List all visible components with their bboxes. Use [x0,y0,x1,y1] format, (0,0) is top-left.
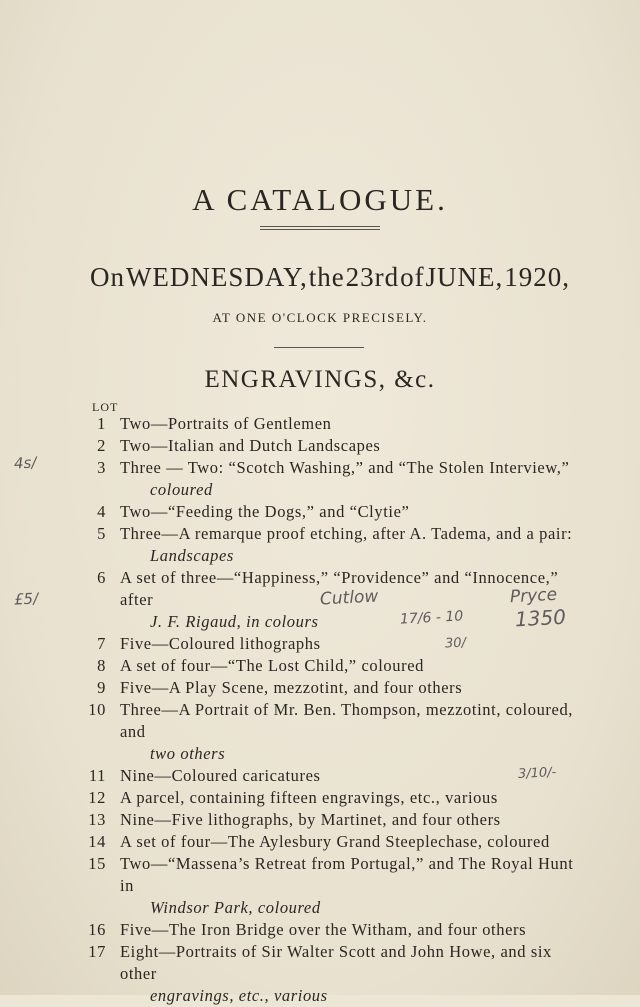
lot-description: Two—Italian and Dutch Landscapes [120,436,381,455]
lot-number: 12 [88,788,106,807]
date-word: On [90,262,125,292]
lot-description-continued: two others [150,744,226,763]
lot-entry [80,919,580,941]
lot-number: 3 [97,458,106,477]
lot-number: 2 [97,436,106,455]
lot-entry [80,677,580,699]
lot-entry [80,413,580,435]
date-word: 23rd [345,262,400,292]
handwritten-buyer: Pryce [509,584,558,608]
lot-description: Nine—Five lithographs, by Martinet, and four others [120,810,501,829]
lot-number: 10 [88,700,106,719]
lot-entry [80,655,580,677]
lot-entry [80,853,580,919]
lot-description: A set of four—The Aylesbury Grand Steeplechase, coloured [120,832,550,851]
lot-entry [80,699,580,765]
lot-description: A set of four—“The Lost Child,” coloured [120,656,424,675]
lot-number: 17 [88,942,106,961]
lot-description-continued: coloured [150,480,213,499]
lot-description: Three — Two: “Scotch Washing,” and “The Stolen Interview,” [120,458,570,477]
lot-entry [80,831,580,853]
handwritten-buyer: Cutlow [319,586,379,610]
lot-entry [80,501,580,523]
lot-description: Two—“Massena’s Retreat from Portugal,” and The Royal Hunt in [120,854,574,895]
lot-entry [80,787,580,809]
lot-entry [80,941,580,1007]
catalogue-title: A CATALOGUE. [192,182,448,217]
lot-description: Eight—Portraits of Sir Walter Scott and John Howe, and six other [120,942,552,983]
lot-number: 16 [88,920,106,939]
lot-description: Two—Portraits of Gentlemen [120,414,332,433]
section-title: ENGRAVINGS, &c. [204,366,436,393]
lot-description-continued: engravings, etc., various [150,986,328,1005]
lot-number: 7 [97,634,106,653]
lot-number: 8 [97,656,106,675]
lot-column-label: LOT [92,400,119,414]
lot-number: 5 [97,524,106,543]
lot-number: 13 [88,810,106,829]
handwritten-price: 17/6 - 10 [399,608,464,628]
lot-entry [80,523,580,567]
sale-time: AT ONE O'CLOCK PRECISELY. [212,310,428,325]
handwritten-price: 4s/ [13,453,37,473]
lot-description-continued: Landscapes [150,546,234,565]
lot-entry [80,765,580,787]
handwritten-price: 3/10/- [517,765,557,782]
lot-description: Five—A Play Scene, mezzotint, and four others [120,678,463,697]
title-divider [260,226,380,230]
lot-description: Nine—Coloured caricatures [120,766,321,785]
lot-description: Three—A Portrait of Mr. Ben. Thompson, mezzotint, coloured, and [120,700,574,741]
time-divider [274,347,364,348]
lot-entry [80,435,580,457]
lot-number: 15 [88,854,106,873]
date-word: JUNE, [425,262,504,292]
lot-number: 4 [97,502,106,521]
lot-number: 6 [97,568,106,587]
lot-number: 9 [97,678,106,697]
lot-description: Five—The Iron Bridge over the Witham, and four others [120,920,527,939]
date-word: 1920, [504,262,570,292]
lot-description: Two—“Feeding the Dogs,” and “Clytie” [120,502,410,521]
handwritten-price: 30/ [444,635,467,652]
lot-description-continued: J. F. Rigaud, in colours [150,612,319,631]
lot-entry [80,809,580,831]
lot-description: A parcel, containing fifteen engravings, etc., various [120,788,498,807]
lot-entry [80,457,580,501]
lot-number: 14 [88,832,106,851]
lot-description: Five—Coloured lithographs [120,634,321,653]
date-word: WEDNESDAY, [125,262,308,292]
date-word: of [400,262,425,292]
lot-description: Three—A remarque proof etching, after A. Tadema, and a pair: [120,524,573,543]
lot-number: 11 [88,766,106,785]
handwritten-price: £5/ [13,589,39,609]
date-word: the [308,262,345,292]
sale-date-line [90,262,570,293]
handwritten-lot-total: 1350 [514,604,567,632]
lot-number: 1 [97,414,106,433]
lot-description-continued: Windsor Park, coloured [150,898,321,917]
lot-list [80,413,580,1007]
lot-entry [80,633,580,655]
lot-description: A set of three—“Happiness,” “Providence” and “Innocence,” after [120,568,559,609]
